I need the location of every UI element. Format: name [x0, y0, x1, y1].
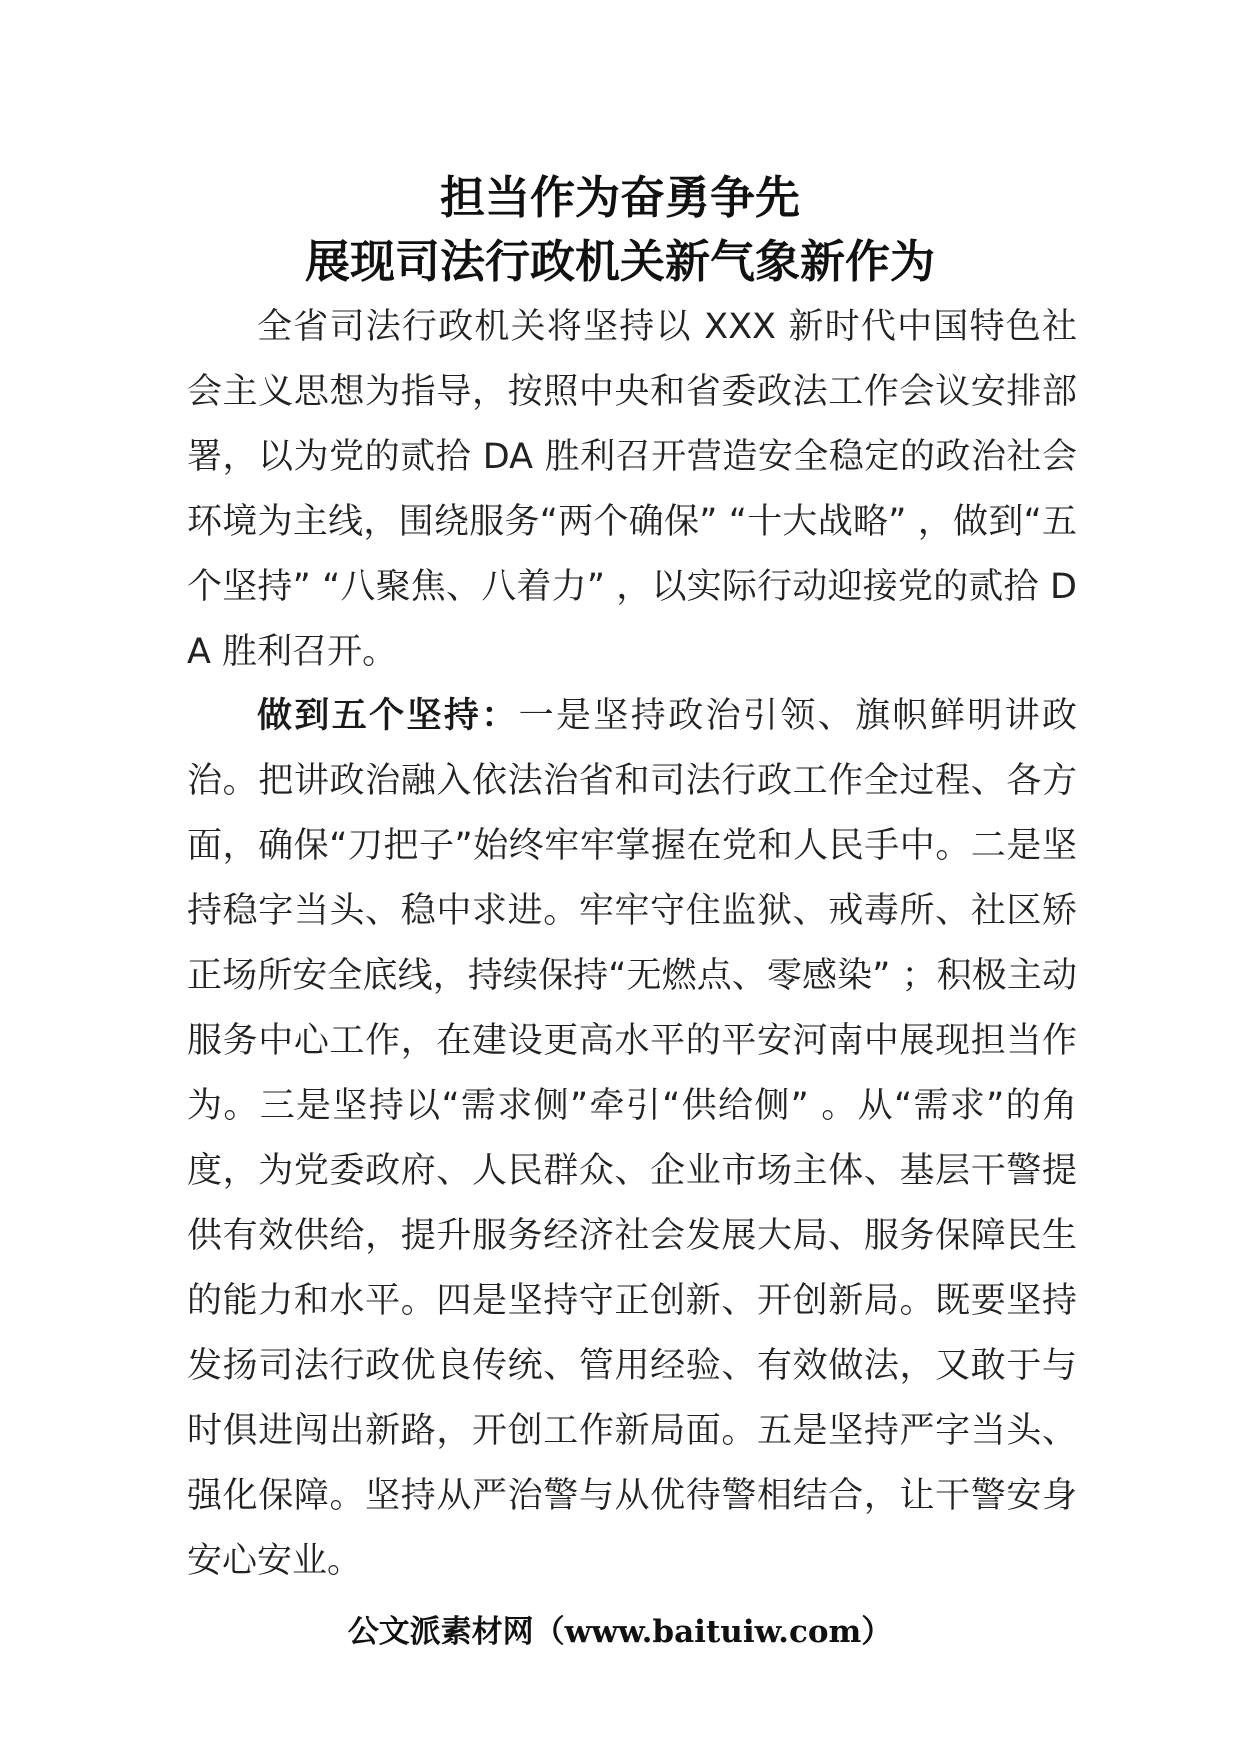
paragraph-body-text: 一是坚持政治引领、旗帜鲜明讲政治。把讲政治融入依法治省和司法行政工作全过程、各方面，确保“刀把子”始终牢牢掌握在党和人民手中。二是坚持稳字当头、稳中求进。牢牢守住监狱、戒毒所、社区矫正场所安全底线，持续保持“无燃点、零感染” ；积极主动服务中心工作，在建设更高水平的平安河南中展现担当作为。三是坚持以“需求侧”牵引“供给侧” 。从“需求”的角度，为党委政府、人民群众、企业市场主体、基层干警提供有效供给，提升服务经济社会发展大局、服务保障民生的能力和水平。四是坚持守正创新、开创新局。既要坚持发扬司法行政优良传统、管用经验、有效做法，又敢于与时俱进闯出新路，开创工作新局面。五是坚持严字当头、强化保障。坚持从严治警与从优待警相结合，让干警安身安心安业。 [187, 696, 1077, 1581]
document-title-line1: 担当作为奋勇争先 [439, 171, 800, 224]
document-title-line2: 展现司法行政机关新气象新作为 [304, 235, 935, 288]
body-paragraph-2 [187, 684, 1077, 1594]
footer-source-link[interactable]: 公文派素材网（www.baituiw.com） [347, 1614, 893, 1650]
paragraph-lead-heading: 做到五个坚持： [257, 696, 519, 736]
body-paragraph-1: 全省司法行政机关将坚持以 XXX 新时代中国特色社会主义思想为指导，按照中央和省委政法工作会议安排部署，以为党的贰拾 DA 胜利召开营造安全稳定的政治社会环境为主线，围绕服务“两个确保” “十大战略” ，做到“五个坚持” “八聚焦、八着力” ，以实际行动迎接党的贰拾 DA 胜利召开。 [187, 307, 1077, 672]
